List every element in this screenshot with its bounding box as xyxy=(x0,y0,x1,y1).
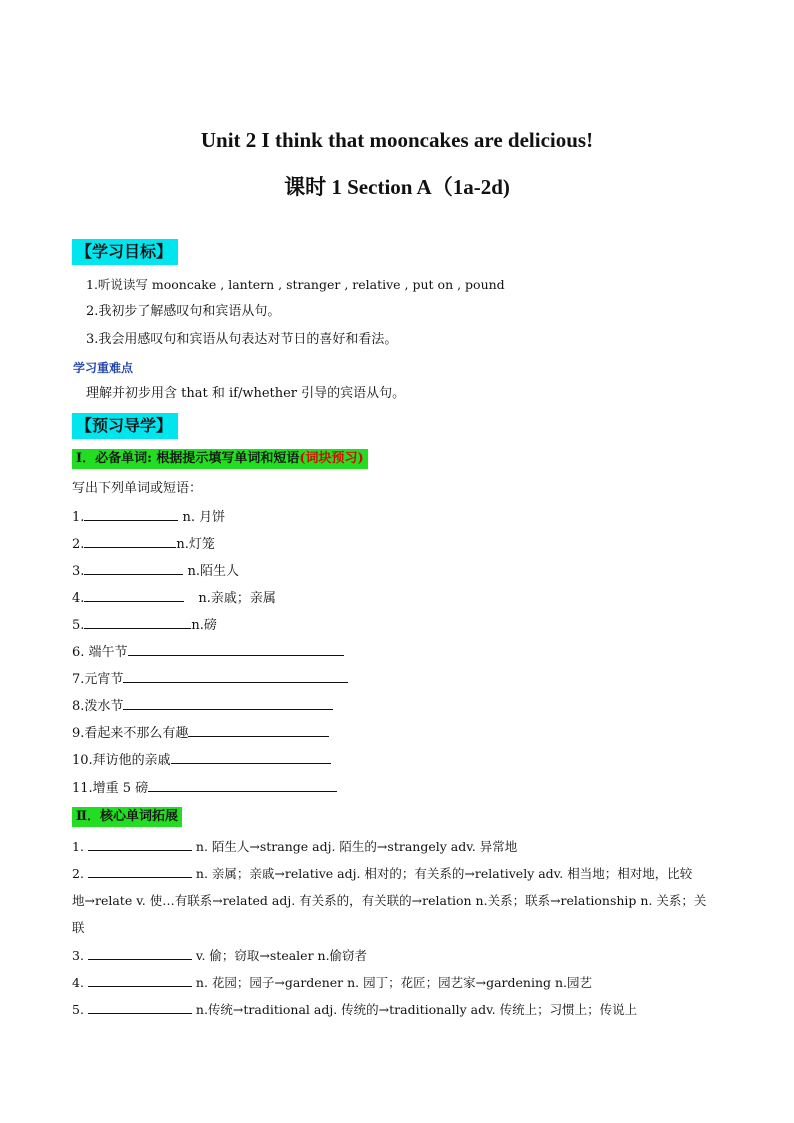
vocab-item-9: 9.看起来不那么有趣 xyxy=(72,724,329,743)
answer-blank[interactable] xyxy=(84,562,183,575)
answer-blank[interactable] xyxy=(171,751,331,764)
answer-blank[interactable] xyxy=(123,697,333,710)
section1-heading xyxy=(72,449,368,469)
core-item-3: 3. v. 偷；窃取→stealer n.偷窃者 xyxy=(72,948,368,963)
core-item-1: 1. n. 陌生人→strange adj. 陌生的→strangely adv. 异常地 xyxy=(72,839,518,854)
vocab-item-6: 6. 端午节 xyxy=(72,643,344,662)
answer-blank[interactable] xyxy=(188,724,329,737)
key-points-text: 理解并初步用含 that 和 if/whether 引导的宾语从句。 xyxy=(86,386,406,401)
answer-blank[interactable] xyxy=(128,643,344,656)
core-item-5: 5. n.传统→traditional adj. 传统的→traditionally adv. 传统上；习惯上；传说上 xyxy=(72,1002,638,1017)
key-points-label: 学习重难点 xyxy=(73,361,134,375)
vocab-item-5: 5. n.磅 xyxy=(72,618,217,633)
page-subtitle: 课时 1 Section A（1a-2d) xyxy=(284,175,510,199)
vocab-item-2: 2. n.灯笼 xyxy=(72,537,215,552)
goal-item-2: 2.我初步了解感叹句和宾语从句。 xyxy=(86,304,281,319)
core-item-4: 4. n. 花园；园子→gardener n. 园丁；花匠；园艺家→gardening n.园艺 xyxy=(72,975,592,990)
core-item-2-cont2: 联 xyxy=(72,920,85,935)
section1-instruction: 写出下列单词或短语： xyxy=(72,481,203,496)
answer-blank[interactable] xyxy=(88,1001,192,1014)
core-item-2: 2. n. 亲属；亲戚→relative adj. 相对的；有关系的→relatively adv. 相当地；相对地，比较 xyxy=(72,866,693,881)
answer-blank[interactable] xyxy=(84,535,176,548)
answer-blank[interactable] xyxy=(123,670,348,683)
section2-heading: Ⅱ．核心单词拓展 xyxy=(72,807,182,827)
answer-blank[interactable] xyxy=(88,838,192,851)
vocab-item-4: 4. n.亲戚；亲属 xyxy=(72,591,276,606)
section1-heading-red: (词块预习) xyxy=(299,451,364,466)
goal-item-1: 1.听说读写 mooncake , lantern , stranger , relative , put on , pound xyxy=(86,277,505,292)
vocab-item-8: 8.泼水节 xyxy=(72,697,333,716)
answer-blank[interactable] xyxy=(88,865,192,878)
vocab-item-3: 3. n.陌生人 xyxy=(72,564,240,579)
answer-blank[interactable] xyxy=(84,589,184,602)
answer-blank[interactable] xyxy=(88,974,192,987)
answer-blank[interactable] xyxy=(148,779,337,792)
vocab-item-1: 1. n. 月饼 xyxy=(72,510,226,525)
vocab-item-7: 7.元宵节 xyxy=(72,670,348,689)
vocab-item-11: 11.增重 5 磅 xyxy=(72,779,337,798)
preview-tag: 【预习导学】 xyxy=(72,413,178,439)
goal-item-3: 3.我会用感叹句和宾语从句表达对节日的喜好和看法。 xyxy=(86,332,398,347)
goals-tag: 【学习目标】 xyxy=(72,239,178,265)
answer-blank[interactable] xyxy=(88,947,192,960)
page-title: Unit 2 I think that mooncakes are delicious! xyxy=(200,128,594,152)
answer-blank[interactable] xyxy=(84,508,178,521)
section1-heading-text: Ⅰ．必备单词: 根据提示填写单词和短语 xyxy=(76,451,300,466)
core-item-2-cont: 地→relate v. 使…有联系→related adj. 有关系的，有关联的→relation n.关系；联系→relationship n. 关系；关 xyxy=(72,893,707,908)
vocab-item-10: 10.拜访他的亲戚 xyxy=(72,751,331,770)
answer-blank[interactable] xyxy=(84,616,191,629)
